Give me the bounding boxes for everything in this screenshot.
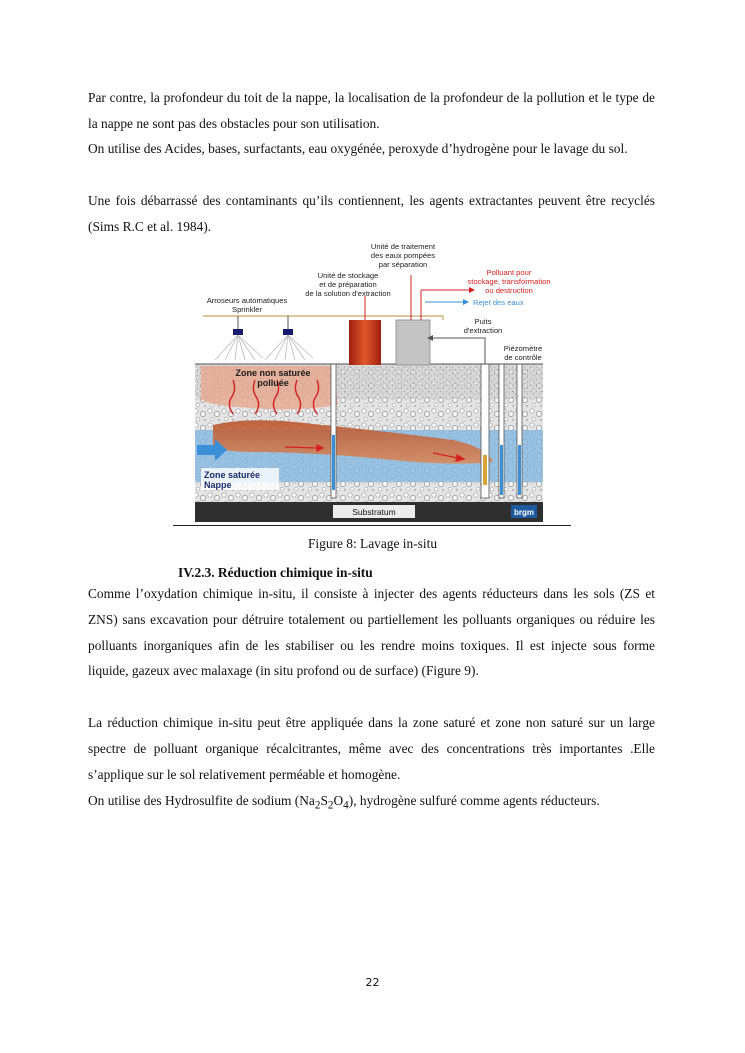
discharge-label: Rejet des eaux — [473, 298, 524, 307]
discharge-arrow — [463, 299, 469, 305]
saturated-zone-label-1: Zone saturée — [204, 470, 261, 480]
sprinkler-2-head — [283, 329, 293, 335]
paragraph-reduction-intro: Comme l’oxydation chimique in-situ, il consiste à injecter des agents réducteurs dans les sols (ZS et ZNS) sans excavation pour détruire totalement ou partiellement les polluants organiques ou réduire les polluants inorganiques afin de les stabiliser ou les rendre moins toxiques. Il est injecte sous forme liquide, gazeux avec malaxage (in situ profond ou de surface) (Figure 9). — [88, 586, 655, 679]
well-label-1: Puits — [474, 317, 492, 326]
treatment-label-1: Unité de traitement — [370, 242, 436, 251]
substratum-label: Substratum — [352, 507, 396, 517]
well-label-2: d'extraction — [463, 326, 503, 335]
figure-rule — [173, 525, 571, 526]
treatment-label-2: des eaux pompées — [370, 251, 436, 260]
pollutant-label-1: Polluant pour — [486, 268, 532, 277]
pollutant-outlet-arrow — [469, 287, 475, 293]
paragraph-nappe: Par contre, la profondeur du toit de la nappe, la localisation de la profondeur de la pollution et le type de la nappe ne sont pas des obstacles pour son utilisation. — [88, 90, 655, 131]
formula-o: O — [333, 793, 344, 808]
agents-text-end: ), hydrogène sulfuré comme agents réducteurs. — [348, 793, 600, 808]
extraction-return-pipe — [430, 338, 485, 364]
pollutant-label-2: stockage, transformation — [467, 277, 551, 286]
figure-caption: Figure 8: Lavage in-situ — [307, 536, 438, 551]
treatment-label-3: par séparation — [378, 260, 428, 269]
pollutant-label-3: ou destruction — [485, 286, 533, 295]
sprinkler-spray — [215, 335, 313, 360]
formula-sub-2: 2 — [327, 799, 334, 812]
extraction-pump — [483, 455, 487, 485]
storage-label-2: et de préparation — [319, 280, 377, 289]
unsaturated-zone-label-1: Zone non saturée — [235, 368, 311, 378]
formula-sub-3: 4 — [343, 799, 349, 812]
saturated-zone-label-2: Nappe — [204, 480, 232, 490]
piezometer-screen-2 — [518, 445, 521, 495]
storage-label-3: de la solution d'extraction — [305, 289, 391, 298]
paragraph-recycling: Une fois débarrassé des contaminants qu’ils contiennent, les agents extractantes peuvent être recyclés (Sims R.C et al. 1984). — [88, 193, 655, 234]
paragraph-reduction-application: La réduction chimique in-situ peut être appliquée dans la zone saturé et zone non saturé sur un large spectre de polluant organique récalcitrantes, même avec des concentrations très importantes .Elle s’applique sur le sol relativement perméable et homogène. — [88, 715, 655, 782]
diagram-lavage-in-situ — [193, 240, 555, 524]
extraction-solution-tank — [349, 320, 381, 365]
formula-sub-1: 2 — [314, 799, 321, 812]
water-treatment-unit — [396, 320, 430, 365]
sprinkler-1-head — [233, 329, 243, 335]
sprinklers-label-1: Arroseurs automatiques — [206, 296, 288, 305]
page-number: 22 — [365, 976, 380, 989]
section-heading: IV.2.3. Réduction chimique in-situ — [178, 565, 373, 580]
piezometer-label-1: Piézomètre — [503, 344, 543, 353]
sprinklers-label-2: Sprinkler — [232, 305, 262, 314]
unsaturated-zone-label-2: polluée — [257, 378, 289, 388]
formula-s: S — [320, 793, 328, 808]
paragraph-agents: On utilise des Acides, bases, surfactants, eau oxygénée, peroxyde d’hydrogène pour le lavage du sol. — [88, 141, 628, 156]
agents-text-start: On utilise des Hydrosulfite de sodium (Na — [88, 793, 315, 808]
storage-label-1: Unité de stockage — [317, 271, 379, 280]
piezometer-screen-1 — [500, 445, 503, 495]
injection-well-screen — [332, 435, 335, 490]
piezometer-label-2: de contrôle — [504, 353, 542, 362]
figure-lavage-in-situ — [193, 240, 555, 524]
paragraph-reducing-agents — [88, 788, 655, 819]
brgm-logo-text: brgm — [514, 508, 534, 517]
